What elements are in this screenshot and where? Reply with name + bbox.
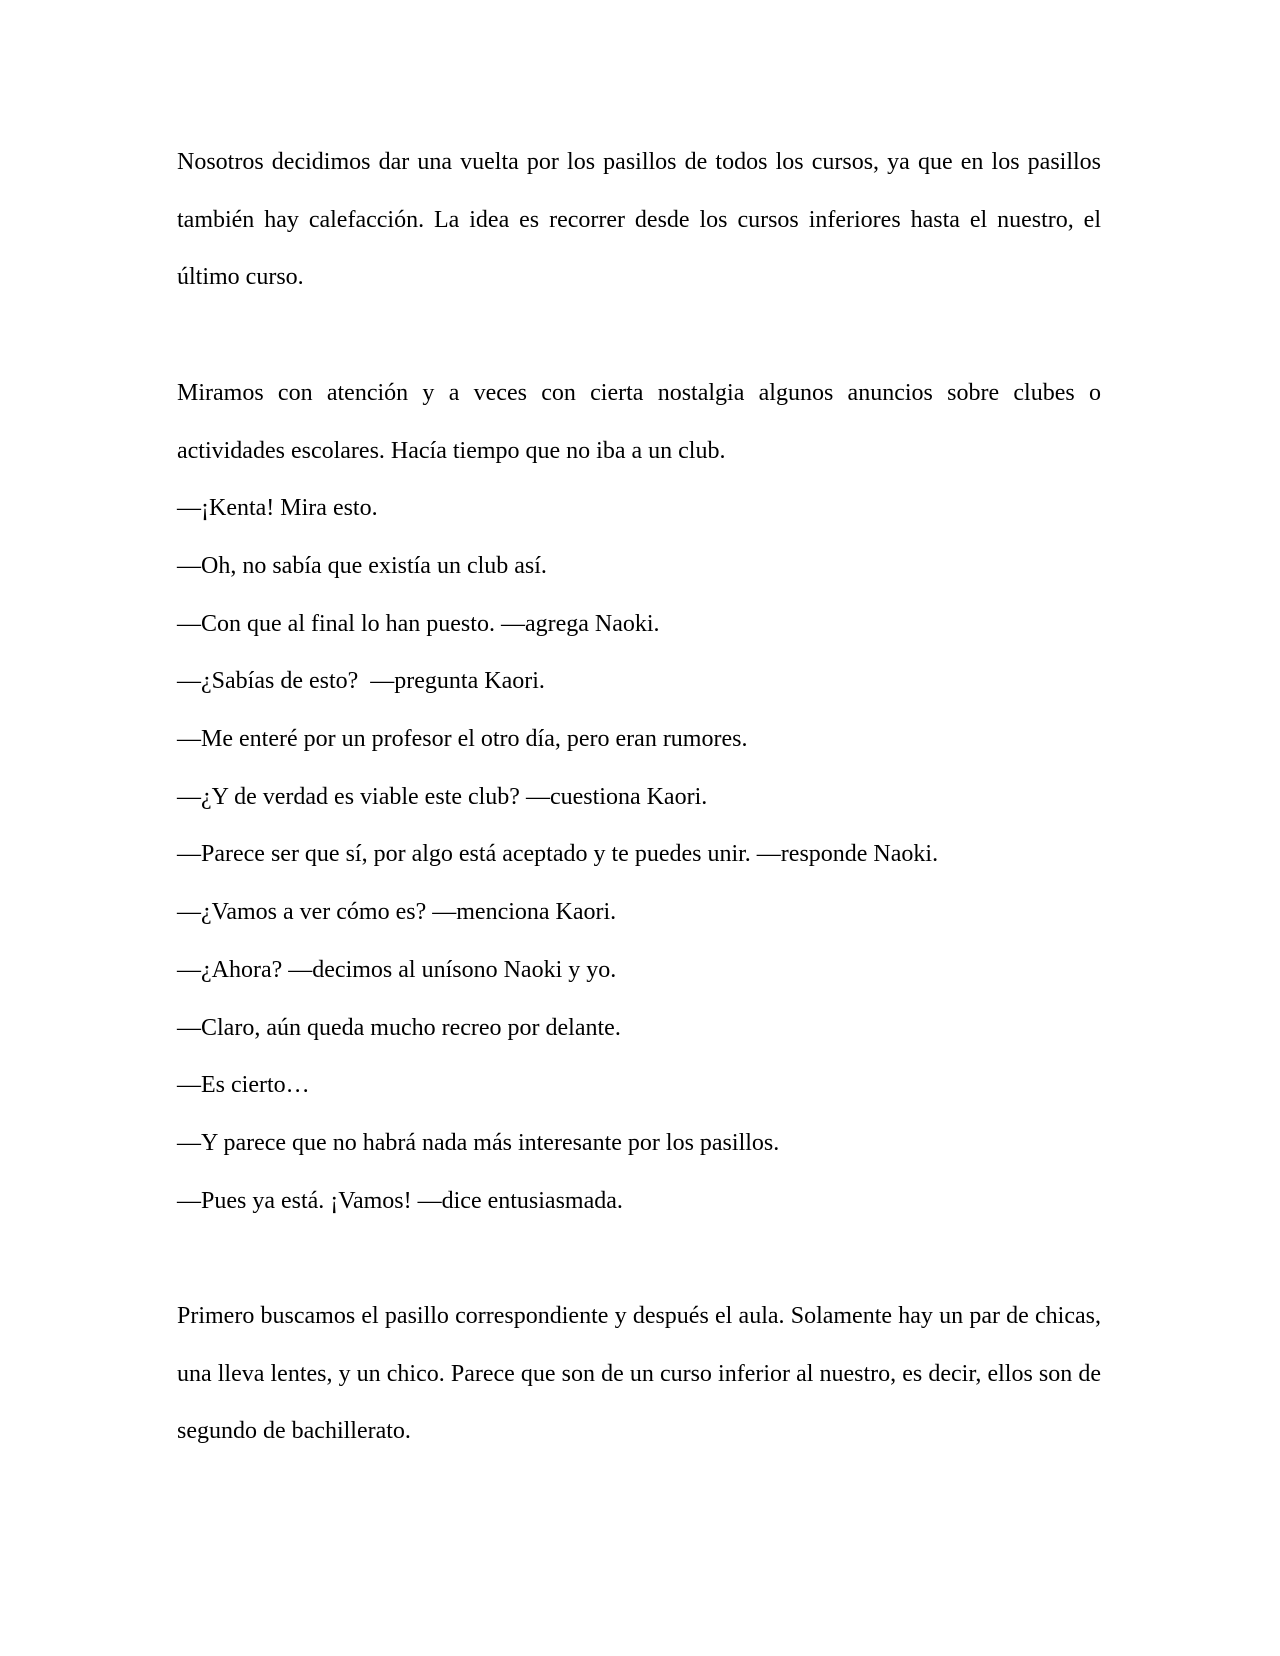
dialogue-line: —¡Kenta! Mira esto. [177,495,378,522]
body-text [177,134,1101,1461]
dialogue-line: —Claro, aún queda mucho recreo por delante. [177,1014,621,1041]
paragraph-spacer [177,307,1101,365]
paragraph-spacer [177,1230,1101,1288]
dialogue-line: —Oh, no sabía que existía un club así. [177,552,547,579]
dialogue-line: —Es cierto… [177,1072,310,1099]
dialogue-line: —Pues ya está. ¡Vamos! —dice entusiasmada. [177,1187,623,1214]
dialogue-line: —¿Ahora? —decimos al unísono Naoki y yo. [177,956,617,983]
paragraph: Miramos con atención y a veces con cierta nostalgia algunos anuncios sobre clubes o actividades escolares. Hacía tiempo que no iba a un club. [177,379,1101,464]
dialogue-line: —¿Y de verdad es viable este club? —cuestiona Kaori. [177,783,708,810]
dialogue-line: —Parece ser que sí, por algo está aceptado y te puedes unir. —responde Naoki. [177,841,939,868]
dialogue-line: —Me enteré por un profesor el otro día, pero eran rumores. [177,726,748,753]
paragraph: Nosotros decidimos dar una vuelta por los pasillos de todos los cursos, ya que en los pasillos también hay calefacción. La idea es recorrer desde los cursos inferiores hasta el nuestro, el último curso. [177,149,1101,291]
dialogue-line: —¿Sabías de esto? —pregunta Kaori. [177,668,545,695]
paragraph: Primero buscamos el pasillo correspondiente y después el aula. Solamente hay un par de chicas, una lleva lentes, y un chico. Parece que son de un curso inferior al nuestro, es decir, ellos son de segundo de bachillerato. [177,1303,1101,1445]
dialogue-line: —Y parece que no habrá nada más interesante por los pasillos. [177,1129,780,1156]
dialogue-line: —Con que al final lo han puesto. —agrega Naoki. [177,610,660,637]
dialogue-line: —¿Vamos a ver cómo es? —menciona Kaori. [177,899,617,926]
